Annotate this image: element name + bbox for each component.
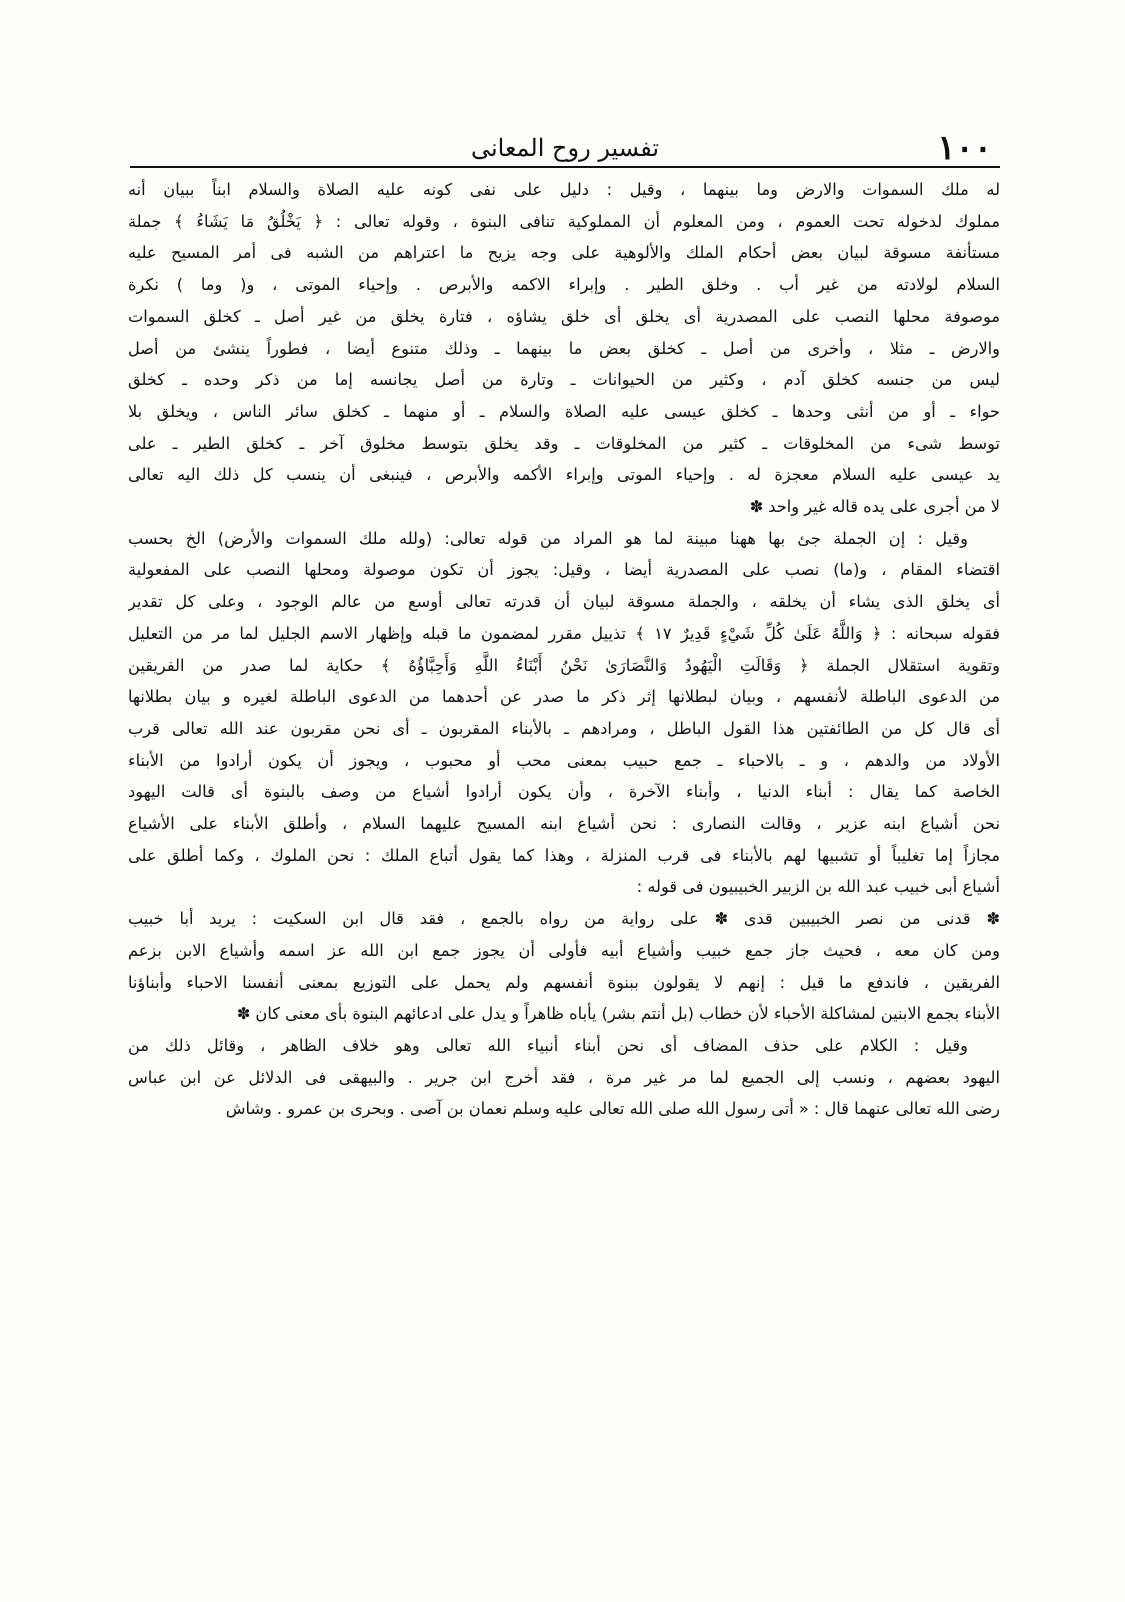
text-line: حواء ـ أو من أنثى وحدها ـ كخلق عيسى عليه الصلاة والسلام ـ أو منهما ـ كخلق سائر الناس ، ويخلق بلا	[128, 401, 1000, 421]
text-line: الأولاد من والدهم ، و ـ بالاحباء ـ جمع حبيب بمعنى محب أو محبوب ، ويجوز أن يكون أرادوا من الأبناء	[128, 750, 1000, 770]
text-line: ✽ قدنى من نصر الخبيبين قدى ✽ على رواية من رواه بالجمع ، فقد قال ابن السكيت : يريد أبا خبيب	[128, 909, 1000, 929]
body-text	[128, 174, 1000, 1514]
text-line: ومن كان معه ، فحيث جاز جمع خبيب وأشياع أبيه فأولى أن يجوز جمع ابن الله عز اسمه وأشياع الابن بزعم	[128, 940, 1000, 960]
text-line: الخاصة كما يقال : أبناء الدنيا ، وأبناء الآخرة ، وأن يكون أرادوا أشياع من وصف بالبنوة أى قالت اليهود	[128, 782, 1000, 802]
text-line: اليهود بعضهم ، ونسب إلى الجميع لما مر غير مرة ، فقد أخرج ابن جرير . والبيهقى فى الدلائل عن ابن عباس	[128, 1067, 1000, 1087]
text-line: أشياع أبى خبيب عبد الله بن الزبير الخبيبيون فى قوله :	[636, 877, 1000, 897]
text-line: مستأنفة مسوقة لبيان بعض أحكام الملك والألوهية على وجه يزيح ما اعتراهم من الشبه فى أمر المسيح عليه	[128, 243, 1000, 263]
text-line: ليس من جنسه كخلق آدم ، وكثير من الحيوانات ـ وتارة من أصل يجانسه إما من ذكر وحده ـ كخلق	[128, 370, 1000, 390]
text-line: فقوله سبحانه : ﴿ وَاللَّهُ عَلَىٰ كُلِّ شَيْءٍ قَدِيرٌ ١٧ ﴾ تذييل مقرر لمضمون ما قبله وإظهار الاسم الجليل لما مر من التعليل	[128, 623, 1000, 643]
text-line: مجازاً إما تغليباً أو تشبيها لهم بالأبناء فى قرب المنزلة ، وهذا كما يقول أتباع الملك : نحن الملوك ، وكما أطلق على	[128, 845, 1000, 865]
text-line: موصوفة محلها النصب على المصدرية أى يخلق أى خلق يشاؤه ، فتارة يخلق من غير أصل ـ كخلق السموات	[128, 306, 1000, 326]
text-line: وقيل : الكلام على حذف المضاف أى نحن أبناء أنبياء الله تعالى وهو خلاف الظاهر ، وقائل ذلك من	[128, 1035, 968, 1055]
text-line: أى يخلق الذى يشاء أن يخلقه ، والجملة مسوقة لبيان أن قدرته تعالى أوسع من عالم الوجود ، وعلى كل تقدير	[128, 592, 1000, 612]
text-line: السلام لولادته من غير أب . وخلق الطير . وإبراء الاكمه والأبرص . وإحياء الموتى ، و( وما ) نكرة	[128, 275, 1000, 295]
text-line: اقتضاء المقام ، و(ما) نصب على المصدرية أيضا ، وقيل: يجوز أن تكون موصولة ومحلها النصب على المفعولية	[128, 560, 1000, 580]
paragraph	[128, 174, 1000, 523]
page-number: ١٠٠	[937, 128, 992, 168]
text-line: رضى الله تعالى عنهما قال : « أتى رسول الله صلى الله تعالى عليه وسلم نعمان بن آصى . وبحرى بن عمرو . وشاش	[225, 1099, 1000, 1119]
text-line: والارض ـ مثلا ، وأخرى من أصل ـ كخلق بعض ما بينهما ـ وذلك متنوع أيضا ، فطوراً ينشئ من أصل	[128, 338, 1000, 358]
text-line: مملوك لدخوله تحت العموم ، ومن المعلوم أن المملوكية تنافى البنوة ، وقوله تعالى : ﴿ يَخْلُقُ مَا يَشَاءُ ﴾ جملة	[128, 211, 1000, 231]
paragraph	[128, 1030, 1000, 1125]
text-line: يد عيسى عليه السلام معجزة له . وإحياء الموتى وإبراء الأكمه والأبرص ، فينبغى أن ينسب كل ذلك اليه تعالى	[128, 465, 1000, 485]
text-line: أى قال كل من الطائفتين هذا القول الباطل ، ومرادهم ـ بالأبناء المقربون ـ أى نحن مقربون عند الله تعالى قرب	[128, 718, 1000, 738]
text-line: له ملك السموات والارض وما بينهما ، وقيل : دليل على نفى كونه عليه الصلاة والسلام ابناً ببيان أنه	[128, 180, 1000, 199]
paragraph	[128, 903, 1000, 1030]
page-header	[130, 128, 1000, 168]
text-line: وقيل : إن الجملة جئ بها ههنا مبينة لما هو المراد من قوله تعالى: (ولله ملك السموات والأرض) الخ بحسب	[128, 528, 968, 548]
running-title: تفسير روح المعانى	[470, 134, 660, 162]
paragraph	[128, 523, 1000, 903]
text-line: الأبناء بجمع الابنين لمشاكلة الأحباء لأن خطاب (بل أنتم بشر) يأباه ظاهراً و يدل على ادعائهم البنوة بأى معنى كان ✽	[236, 1004, 1000, 1024]
text-line: توسط شىء من المخلوقات ـ كثير من المخلوقات ـ وقد يخلق بتوسط مخلوق آخر ـ كخلق الطير ـ على	[128, 433, 1000, 453]
text-line: من الدعوى الباطلة لأنفسهم ، وبيان لبطلانها إثر ذكر ما صدر عن أحدهما من الدعوى الباطلة لغيره و بيان بطلانها	[128, 687, 1000, 707]
text-line: نحن أشياع ابنه عزير ، وقالت النصارى : نحن أشياع ابنه المسيح عليهما السلام ، وأطلق الأبناء على الأشياع	[128, 814, 1000, 834]
text-line: وتقوية استقلال الجملة ﴿ وَقَالَتِ الْيَهُودُ وَالنَّصَارَىٰ نَحْنُ أَبْنَاءُ اللَّهِ وَأَحِبَّاؤُهُ ﴾ حكاية لما صدر من الفريقين	[128, 655, 1000, 675]
text-line: الفريقين ، فاندفع ما قيل : إنهم لا يقولون ببنوة أنفسهم ولم يحمل على التوزيع بمعنى أنفسنا الاحباء وأبناؤنا	[128, 972, 1000, 992]
header-rule	[130, 166, 1000, 168]
text-line: لا من أجرى على يده قاله غير واحد ✽	[749, 497, 1000, 517]
